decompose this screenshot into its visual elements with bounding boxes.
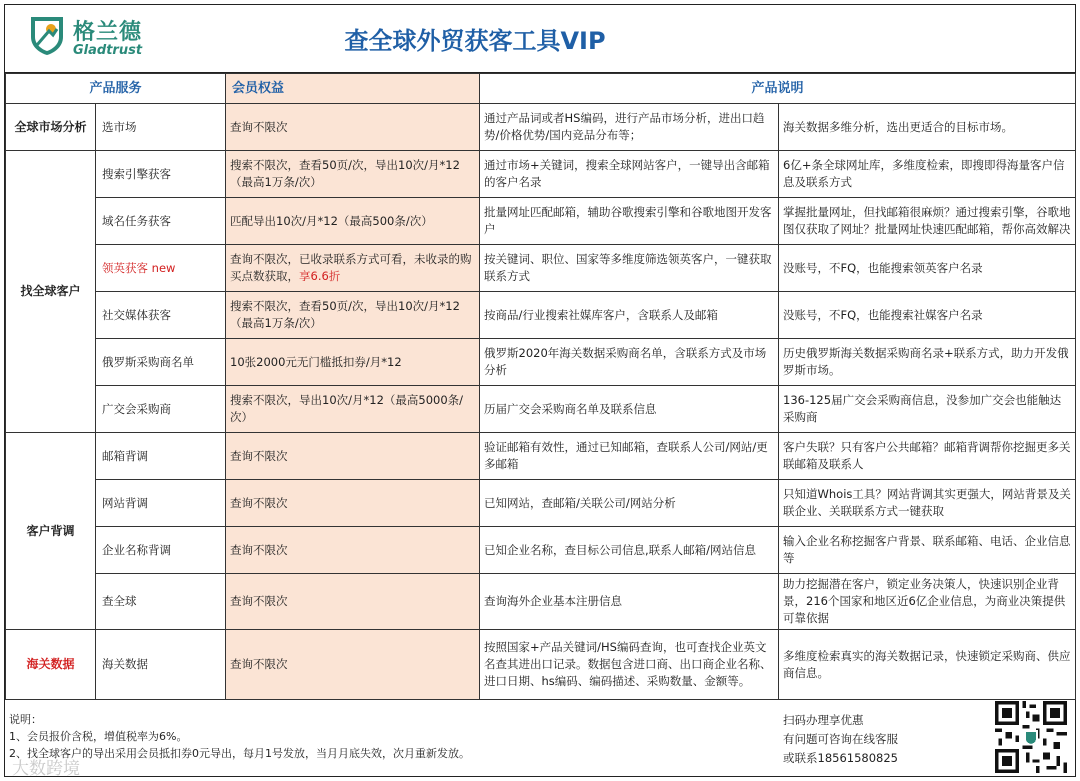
table-header-row xyxy=(6,74,1076,104)
desc-cell: 历史俄罗斯海关数据采购商名录+联系方式，助力开发俄罗斯市场。 xyxy=(779,339,1076,386)
benefit-cell: 查询不限次 xyxy=(226,527,480,574)
service-cell: 网站背调 xyxy=(96,480,226,527)
benefit-cell: 查询不限次 xyxy=(226,574,480,630)
page-title: 查全球外贸获客工具VIP xyxy=(344,27,606,55)
benefit-cell: 搜索不限次，查看50页/次，导出10次/月*12（最高1万条/次） xyxy=(226,151,480,198)
table-row xyxy=(6,480,1076,527)
header xyxy=(5,5,1075,73)
service-cell: 搜索引擎获客 xyxy=(96,151,226,198)
service-cell: 企业名称背调 xyxy=(96,527,226,574)
desc-cell: 批量网址匹配邮箱，辅助谷歌搜索引擎和谷歌地图开发客户 xyxy=(480,198,779,245)
desc-cell: 验证邮箱有效性，通过已知邮箱，查联系人公司/网站/更多邮箱 xyxy=(480,433,779,480)
desc-cell: 通过产品词或者HS编码，进行产品市场分析，进出口趋势/价格优势/国内竞品分布等； xyxy=(480,104,779,151)
desc-cell: 客户失联？只有客户公共邮箱？邮箱背调帮你挖掘更多关联邮箱及联系人 xyxy=(779,433,1076,480)
service-cell: 选市场 xyxy=(96,104,226,151)
desc-cell: 已知网站，查邮箱/关联公司/网站分析 xyxy=(480,480,779,527)
service-cell: 广交会采购商 xyxy=(96,386,226,433)
desc-cell: 通过市场+关键词，搜索全球网站客户，一键导出含邮箱的客户名录 xyxy=(480,151,779,198)
note-item: 1、会员报价含税，增值税率为6%。 xyxy=(9,730,188,743)
service-cell: 查全球 xyxy=(96,574,226,630)
contact-line: 有问题可咨询在线客服 xyxy=(783,732,898,746)
table-row xyxy=(6,104,1076,151)
desc-cell: 没账号，不FQ，也能搜索领英客户名录 xyxy=(779,245,1076,292)
vip-feature-table xyxy=(5,73,1076,700)
qr-code-icon[interactable] xyxy=(995,701,1067,773)
notes-heading: 说明： xyxy=(9,713,42,726)
contact-line: 或联系18561580825 xyxy=(783,751,898,765)
desc-cell: 海关数据多维分析，选出更适合的目标市场。 xyxy=(779,104,1076,151)
category-cell: 找全球客户 xyxy=(6,151,96,433)
header-benefit: 会员权益 xyxy=(226,74,480,104)
desc-cell: 6亿+条全球网址库，多维度检索，即搜即得海量客户信息及联系方式 xyxy=(779,151,1076,198)
desc-cell: 没账号，不FQ，也能搜索社媒客户名录 xyxy=(779,292,1076,339)
brand-name-en: Gladtrust xyxy=(73,43,143,58)
watermark: 大数跨境 xyxy=(12,759,80,779)
desc-cell: 掌握批量网址，但找邮箱很麻烦？通过搜索引擎，谷歌地图仅获取了网址？批量网址快速匹配邮箱，帮你高效解决 xyxy=(779,198,1076,245)
table-row xyxy=(6,151,1076,198)
service-cell: 邮箱背调 xyxy=(96,433,226,480)
desc-cell: 只知道Whois工具？网站背调其实更强大，网站背景及关联企业、关联联系方式一键获取 xyxy=(779,480,1076,527)
discount-badge: 享6.6折 xyxy=(299,269,341,283)
footer xyxy=(5,697,1075,777)
service-cell: 域名任务获客 xyxy=(96,198,226,245)
desc-cell: 查询海外企业基本注册信息 xyxy=(480,574,779,630)
category-cell: 全球市场分析 xyxy=(6,104,96,151)
benefit-cell: 查询不限次 xyxy=(226,433,480,480)
desc-cell: 历届广交会采购商名单及联系信息 xyxy=(480,386,779,433)
benefit-text: 查询不限次，已收录联系方式可看，未收录的购买点数获取， xyxy=(230,252,472,283)
shield-logo-icon xyxy=(27,13,67,57)
note-item: 2、找全球客户的导出采用会员抵扣券0元导出，每月1号发放，当月月底失效，次月重新发放。 xyxy=(9,747,470,760)
desc-cell: 按照国家+产品关键词/HS编码查询，也可查找企业英文名查其进出口记录。数据包含进口商、出口商企业名称、进口日期、hs编码、编码描述、采购数量、金额等。 xyxy=(480,630,779,700)
benefit-cell: 查询不限次 xyxy=(226,480,480,527)
benefit-cell: 匹配导出10次/月*12（最高500条/次） xyxy=(226,198,480,245)
benefit-cell: 10张2000元无门槛抵扣券/月*12 xyxy=(226,339,480,386)
table-row xyxy=(6,527,1076,574)
desc-cell: 136-125届广交会采购商信息，没参加广交会也能触达采购商 xyxy=(779,386,1076,433)
service-cell-linkedin: 领英获客 new xyxy=(96,245,226,292)
header-service: 产品服务 xyxy=(6,74,226,104)
contact-line: 扫码办理享优惠 xyxy=(783,713,864,727)
brand-name-cn: 格兰德 xyxy=(73,20,143,45)
contact-info xyxy=(783,711,898,768)
category-cell: 客户背调 xyxy=(6,433,96,630)
benefit-cell: 搜索不限次，查看50页/次，导出10次/月*12（最高1万条/次） xyxy=(226,292,480,339)
desc-cell: 助力挖掘潜在客户，锁定业务决策人，快速识别企业背景，216个国家和地区近6亿企业信息，为商业决策提供可靠依据 xyxy=(779,574,1076,630)
desc-cell: 多维度检索真实的海关数据记录，快速锁定采购商、供应商信息。 xyxy=(779,630,1076,700)
benefit-cell: 查询不限次 xyxy=(226,104,480,151)
desc-cell: 按商品/行业搜索社媒库客户，含联系人及邮箱 xyxy=(480,292,779,339)
benefit-cell: 搜索不限次，导出10次/月*12（最高5000条/次） xyxy=(226,386,480,433)
price-sheet xyxy=(4,4,1076,777)
desc-cell: 输入企业名称挖掘客户背景、联系邮箱、电话、企业信息等 xyxy=(779,527,1076,574)
desc-cell: 俄罗斯2020年海关数据采购商名单，含联系方式及市场分析 xyxy=(480,339,779,386)
service-cell: 社交媒体获客 xyxy=(96,292,226,339)
table-row xyxy=(6,339,1076,386)
service-cell: 海关数据 xyxy=(96,630,226,700)
category-cell-customs: 海关数据 xyxy=(6,630,96,700)
table-row xyxy=(6,433,1076,480)
table-row xyxy=(6,198,1076,245)
service-cell: 俄罗斯采购商名单 xyxy=(96,339,226,386)
table-row xyxy=(6,245,1076,292)
desc-cell: 已知企业名称，查目标公司信息,联系人邮箱/网站信息 xyxy=(480,527,779,574)
header-description: 产品说明 xyxy=(480,74,1076,104)
table-row xyxy=(6,574,1076,630)
table-row xyxy=(6,630,1076,700)
desc-cell: 按关键词、职位、国家等多维度筛选领英客户，一键获取联系方式 xyxy=(480,245,779,292)
table-row xyxy=(6,386,1076,433)
table-row xyxy=(6,292,1076,339)
brand-logo xyxy=(27,11,157,65)
benefit-cell: 查询不限次 xyxy=(226,630,480,700)
benefit-cell xyxy=(226,245,480,292)
